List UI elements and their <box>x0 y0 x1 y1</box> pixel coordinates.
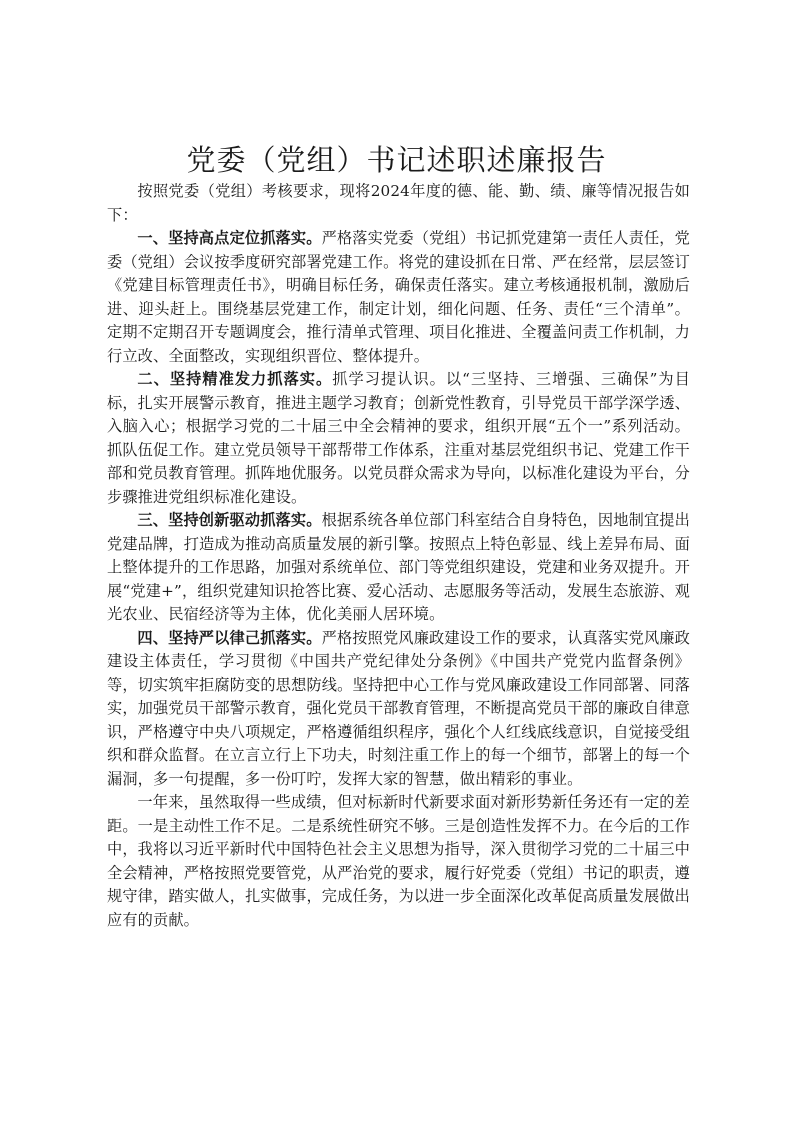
closing-paragraph: 一年来，虽然取得一些成绩，但对标新时代新要求面对新形势新任务还有一定的差距。一是主动性工作不足。二是系统性研究不够。三是创造性发挥不力。在今后的工作中，我将以习近平新时代中国特色社会主义思想为指导，深入贯彻学习党的二十届三中全会精神，严格按照党要管党，从严治党的要求，履行好党委（党组）书记的职责，遵规守律，踏实做人，扎实做事，完成任务，为以进一步全面深化改革促高质量发展做出应有的贡献。 <box>107 793 690 929</box>
section-heading-3: 三、坚持创新驱动抓落实。 <box>137 511 322 529</box>
document-body <box>107 180 690 932</box>
intro-paragraph: 按照党委（党组）考核要求，现将2024年度的德、能、勤、绩、廉等情况报告如下： <box>107 182 690 224</box>
section-paragraph-1 <box>107 227 690 368</box>
section-heading-1: 一、坚持高点定位抓落实。 <box>137 229 322 247</box>
section-text-2: 抓学习提认识。以“三坚持、三增强、三确保”为目标，扎实开展警示教育，推进主题学习教育；创新党性教育，引导党员干部学深学透、入脑入心；根据学习党的二十届三中全会精神的要求，组织开展“五个一”系列活动。抓队伍促工作。建立党员领导干部帮带工作体系，注重对基层党组织书记、党建工作干部和党员教育管理。抓阵地优服务。以党员群众需求为导向，以标准化建设为平台，分步骤推进党组织标准化建设。 <box>107 370 690 506</box>
section-paragraph-3 <box>107 509 690 627</box>
section-heading-2: 二、坚持精准发力抓落实。 <box>137 370 333 388</box>
section-heading-4: 四、坚持严以律己抓落实。 <box>137 628 322 647</box>
document-title: 党委（党组）书记述职述廉报告 <box>186 143 607 177</box>
section-text-4: 严格按照党风廉政建设工作的要求，认真落实党风廉政建设主体责任，学习贯彻《中国共产党纪律处分条例》《中国共产党党内监督条例》等，切实筑牢拒腐防变的思想防线。坚持把中心工作与党风廉政建设工作同部署、同落实，加强党员干部警示教育，强化党员干部教育管理，不断提高党员干部的廉政自律意识，严格遵守中央八项规定，严格遵循组织程序，强化个人红线底线意识，自觉接受组织和群众监督。在立言立行上下功夫，时刻注重工作上的每一个细节，部署上的每一个漏洞，多一句提醒，多一份叮咛，发挥大家的智慧，做出精彩的事业。 <box>107 628 690 788</box>
section-text-1: 严格落实党委（党组）书记抓党建第一责任人责任，党委（党组）会议按季度研究部署党建工作。将党的建设抓在日常、严在经常，层层签订《党建目标管理责任书》，明确目标任务，确保责任落实。建立考核通报机制，激励后进、迎头赶上。围绕基层党建工作，制定计划，细化问题、任务、责任“三个清单”。定期不定期召开专题调度会，推行清单式管理、项目化推进、全覆盖问责工作机制，力行立改、全面整改，实现组织晋位、整体提升。 <box>107 229 690 365</box>
section-paragraph-2 <box>107 368 690 509</box>
section-text-3: 根据系统各单位部门科室结合自身特色，因地制宜提出党建品牌，打造成为推动高质量发展的新引擎。按照点上特色彰显、线上差异布局、面上整体提升的工作思路，加强对系统单位、部门等党组织建设，党建和业务双提升。开展“党建+”，组织党建知识抢答比赛、爱心活动、志愿服务等活动，发展生态旅游、观光农业、民宿经济等为主体，优化美丽人居环境。 <box>107 511 690 623</box>
section-paragraph-4 <box>107 627 690 792</box>
